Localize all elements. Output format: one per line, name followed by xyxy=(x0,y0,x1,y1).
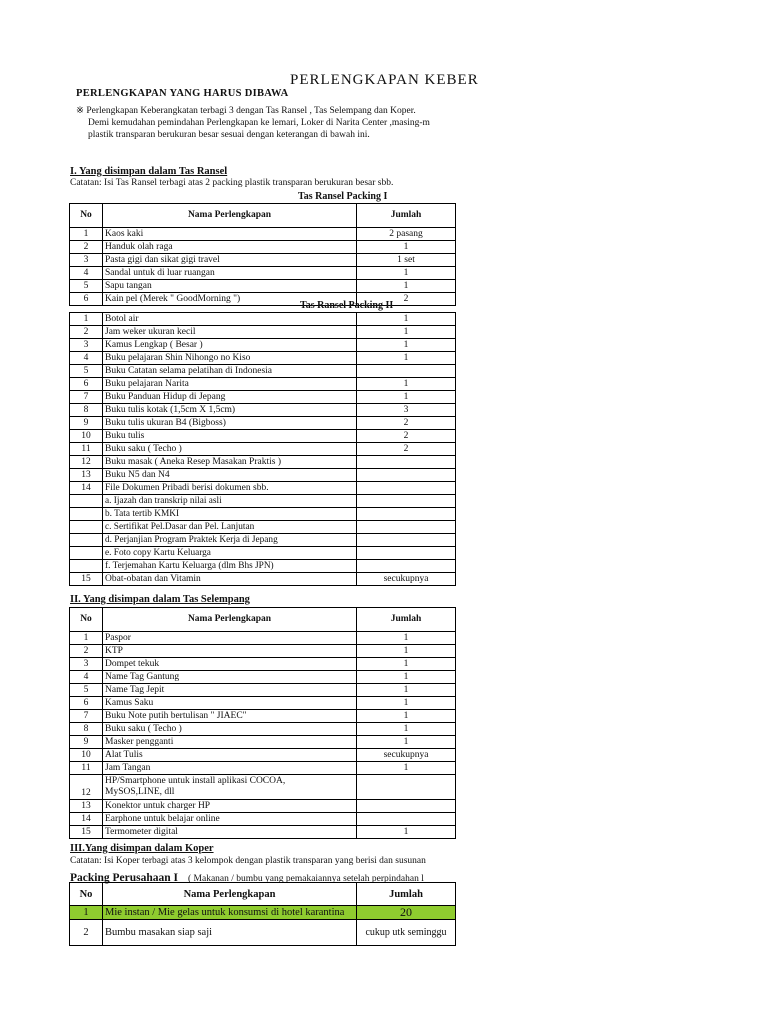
packing1-title: Tas Ransel Packing I xyxy=(298,191,388,202)
row-number xyxy=(70,521,103,534)
row-number: 2 xyxy=(70,326,103,339)
item-name: Buku tulis xyxy=(103,430,357,443)
item-quantity xyxy=(357,800,456,813)
item-quantity: 2 xyxy=(357,443,456,456)
item-quantity xyxy=(357,482,456,495)
header-no: No xyxy=(70,883,103,906)
table-row xyxy=(70,254,456,267)
item-quantity: secukupnya xyxy=(357,573,456,586)
item-quantity: 1 xyxy=(357,352,456,365)
row-number: 14 xyxy=(70,813,103,826)
item-quantity: secukupnya xyxy=(357,749,456,762)
item-name: Mie instan / Mie gelas untuk konsumsi di hotel karantina xyxy=(103,906,357,920)
row-number: 1 xyxy=(70,632,103,645)
row-number: 6 xyxy=(70,378,103,391)
table-row xyxy=(70,391,456,404)
ransel-packing2-table xyxy=(69,312,456,586)
intro-paragraph xyxy=(76,105,430,141)
intro-line: plastik transparan berukuran besar sesuai dengan keterangan di bawah ini. xyxy=(88,130,370,140)
row-number xyxy=(70,495,103,508)
table-row xyxy=(70,482,456,495)
item-name: d. Perjanjian Program Praktek Kerja di Jepang xyxy=(103,534,357,547)
row-number: 12 xyxy=(70,456,103,469)
item-quantity: 1 xyxy=(357,241,456,254)
row-number: 11 xyxy=(70,762,103,775)
table-row xyxy=(70,280,456,293)
table-header-row xyxy=(70,608,456,632)
table-row xyxy=(70,632,456,645)
item-name: Buku Note putih bertulisan " JIAEC" xyxy=(103,710,357,723)
item-name: Bumbu masakan siap saji xyxy=(103,920,357,946)
item-name: a. Ijazah dan transkrip nilai asli xyxy=(103,495,357,508)
table-row xyxy=(70,352,456,365)
item-quantity: 1 xyxy=(357,710,456,723)
row-number: 3 xyxy=(70,658,103,671)
koper-table xyxy=(69,882,456,946)
item-name: Buku tulis ukuran B4 (Bigboss) xyxy=(103,417,357,430)
item-name: Masker pengganti xyxy=(103,736,357,749)
table-row xyxy=(70,723,456,736)
item-name: Botol air xyxy=(103,313,357,326)
item-quantity: 1 xyxy=(357,723,456,736)
item-name: Earphone untuk belajar online xyxy=(103,813,357,826)
item-name: Buku saku ( Techo ) xyxy=(103,443,357,456)
item-quantity xyxy=(357,469,456,482)
item-name: Pasta gigi dan sikat gigi travel xyxy=(103,254,357,267)
section2-heading: II. Yang disimpan dalam Tas Selempang xyxy=(70,594,250,605)
packing2-title: Tas Ransel Packing II xyxy=(300,300,394,311)
row-number: 6 xyxy=(70,293,103,306)
item-name: File Dokumen Pribadi berisi dokumen sbb. xyxy=(103,482,357,495)
row-number: 5 xyxy=(70,365,103,378)
item-quantity: 1 xyxy=(357,826,456,839)
table-row xyxy=(70,326,456,339)
row-number: 1 xyxy=(70,906,103,920)
item-name: Kamus Lengkap ( Besar ) xyxy=(103,339,357,352)
table-row xyxy=(70,547,456,560)
row-number: 9 xyxy=(70,736,103,749)
item-quantity: 2 pasang xyxy=(357,228,456,241)
section1-note: Catatan: Isi Tas Ransel terbagi atas 2 packing plastik transparan berukuran besar sbb. xyxy=(70,178,394,188)
table-row xyxy=(70,293,456,306)
table-row xyxy=(70,339,456,352)
table-row xyxy=(70,378,456,391)
table-row xyxy=(70,365,456,378)
table-row xyxy=(70,456,456,469)
item-name: Jam weker ukuran kecil xyxy=(103,326,357,339)
item-name: b. Tata tertib KMKI xyxy=(103,508,357,521)
table-row xyxy=(70,560,456,573)
row-number: 1 xyxy=(70,228,103,241)
item-quantity xyxy=(357,521,456,534)
item-name: Kamus Saku xyxy=(103,697,357,710)
intro-line: Demi kemudahan pemindahan Perlengkapan ke lemari, Loker di Narita Center ,masing-m xyxy=(88,118,430,128)
table-row xyxy=(70,241,456,254)
table-row xyxy=(70,813,456,826)
row-number: 2 xyxy=(70,241,103,254)
item-quantity: 1 xyxy=(357,645,456,658)
item-name: Kain pel (Merek " GoodMorning ") xyxy=(103,293,357,306)
item-name: HP/Smartphone untuk install aplikasi COCOA, MySOS,LINE, dll xyxy=(103,775,357,800)
section1-heading: I. Yang disimpan dalam Tas Ransel xyxy=(70,166,228,177)
item-name: Buku saku ( Techo ) xyxy=(103,723,357,736)
item-quantity xyxy=(357,365,456,378)
row-number: 4 xyxy=(70,671,103,684)
item-name: Termometer digital xyxy=(103,826,357,839)
item-quantity xyxy=(357,813,456,826)
row-number: 15 xyxy=(70,826,103,839)
table-row xyxy=(70,762,456,775)
header-no: No xyxy=(70,608,103,632)
item-name: c. Sertifikat Pel.Dasar dan Pel. Lanjutan xyxy=(103,521,357,534)
row-number: 3 xyxy=(70,339,103,352)
item-quantity: 1 xyxy=(357,697,456,710)
row-number: 8 xyxy=(70,404,103,417)
item-quantity: 1 xyxy=(357,671,456,684)
selempang-table xyxy=(69,607,456,839)
table-row xyxy=(70,775,456,800)
item-quantity: cukup utk seminggu xyxy=(357,920,456,946)
item-name: Name Tag Gantung xyxy=(103,671,357,684)
row-number xyxy=(70,547,103,560)
item-quantity: 1 xyxy=(357,313,456,326)
item-name: KTP xyxy=(103,645,357,658)
document-title: PERLENGKAPAN KEBER xyxy=(290,72,479,88)
table-row xyxy=(70,736,456,749)
row-number xyxy=(70,560,103,573)
row-number: 15 xyxy=(70,573,103,586)
item-quantity: 2 xyxy=(357,430,456,443)
table-row xyxy=(70,267,456,280)
table-row xyxy=(70,697,456,710)
row-number: 4 xyxy=(70,352,103,365)
table-row xyxy=(70,645,456,658)
table-row xyxy=(70,228,456,241)
item-quantity: 1 xyxy=(357,762,456,775)
table-row xyxy=(70,749,456,762)
table-row xyxy=(70,404,456,417)
header-qty: Jumlah xyxy=(357,608,456,632)
item-quantity: 1 xyxy=(357,736,456,749)
item-name: Alat Tulis xyxy=(103,749,357,762)
row-number: 10 xyxy=(70,749,103,762)
table-row xyxy=(70,430,456,443)
item-quantity xyxy=(357,547,456,560)
row-number: 7 xyxy=(70,710,103,723)
table-row xyxy=(70,521,456,534)
item-name: Buku tulis kotak (1,5cm X 1,5cm) xyxy=(103,404,357,417)
row-number: 14 xyxy=(70,482,103,495)
table-row xyxy=(70,906,456,920)
packing-perusahaan-desc: ( Makanan / bumbu yang pemakaiannya setelah perpindahan l xyxy=(188,874,424,884)
section3-heading: III.Yang disimpan dalam Koper xyxy=(70,843,214,854)
item-name: Konektor untuk charger HP xyxy=(103,800,357,813)
item-quantity: 1 xyxy=(357,658,456,671)
header-name: Nama Perlengkapan xyxy=(103,883,357,906)
header-no: No xyxy=(70,204,103,228)
item-name: Buku masak ( Aneka Resep Masakan Praktis ) xyxy=(103,456,357,469)
table-row xyxy=(70,684,456,697)
table-row xyxy=(70,920,456,946)
row-number: 6 xyxy=(70,697,103,710)
item-quantity xyxy=(357,508,456,521)
section3-note: Catatan: Isi Koper terbagi atas 3 kelompok dengan plastik transparan yang berisi dan susunan xyxy=(70,856,426,866)
item-quantity: 1 xyxy=(357,391,456,404)
item-name: Buku Catatan selama pelatihan di Indonesia xyxy=(103,365,357,378)
row-number: 13 xyxy=(70,800,103,813)
item-quantity: 1 xyxy=(357,632,456,645)
item-name: Handuk olah raga xyxy=(103,241,357,254)
item-name: Sapu tangan xyxy=(103,280,357,293)
item-quantity: 20 xyxy=(357,906,456,920)
row-number: 1 xyxy=(70,313,103,326)
item-quantity: 2 xyxy=(357,417,456,430)
table-row xyxy=(70,443,456,456)
item-quantity xyxy=(357,495,456,508)
item-name: Jam Tangan xyxy=(103,762,357,775)
table-row xyxy=(70,826,456,839)
item-quantity: 1 xyxy=(357,684,456,697)
ransel-packing1-table xyxy=(69,203,456,306)
row-number: 10 xyxy=(70,430,103,443)
table-row xyxy=(70,710,456,723)
row-number xyxy=(70,508,103,521)
table-row xyxy=(70,469,456,482)
item-name: Buku pelajaran Shin Nihongo no Kiso xyxy=(103,352,357,365)
item-name: Sandal untuk di luar ruangan xyxy=(103,267,357,280)
item-name: f. Terjemahan Kartu Keluarga (dlm Bhs JPN) xyxy=(103,560,357,573)
row-number xyxy=(70,534,103,547)
table-row xyxy=(70,495,456,508)
item-quantity: 2 xyxy=(357,293,456,306)
item-quantity: 1 xyxy=(357,267,456,280)
row-number: 3 xyxy=(70,254,103,267)
item-name: Buku Panduan Hidup di Jepang xyxy=(103,391,357,404)
item-quantity: 1 xyxy=(357,280,456,293)
row-number: 11 xyxy=(70,443,103,456)
item-quantity: 1 xyxy=(357,339,456,352)
item-quantity xyxy=(357,775,456,800)
header-qty: Jumlah xyxy=(357,204,456,228)
item-name: Obat-obatan dan Vitamin xyxy=(103,573,357,586)
table-row xyxy=(70,573,456,586)
header-name: Nama Perlengkapan xyxy=(103,204,357,228)
table-header-row xyxy=(70,883,456,906)
table-row xyxy=(70,313,456,326)
item-name: Buku N5 dan N4 xyxy=(103,469,357,482)
document-subtitle: PERLENGKAPAN YANG HARUS DIBAWA xyxy=(76,88,289,99)
item-quantity: 1 set xyxy=(357,254,456,267)
row-number: 13 xyxy=(70,469,103,482)
row-number: 2 xyxy=(70,920,103,946)
row-number: 2 xyxy=(70,645,103,658)
row-number: 4 xyxy=(70,267,103,280)
header-name: Nama Perlengkapan xyxy=(103,608,357,632)
item-quantity xyxy=(357,456,456,469)
row-number: 5 xyxy=(70,684,103,697)
row-number: 8 xyxy=(70,723,103,736)
table-row xyxy=(70,800,456,813)
header-qty: Jumlah xyxy=(357,883,456,906)
item-name: Kaos kaki xyxy=(103,228,357,241)
item-name: Name Tag Jepit xyxy=(103,684,357,697)
item-name: Dompet tekuk xyxy=(103,658,357,671)
row-number: 9 xyxy=(70,417,103,430)
table-row xyxy=(70,417,456,430)
table-row xyxy=(70,534,456,547)
table-row xyxy=(70,508,456,521)
packing-perusahaan-title: Packing Perusahaan I xyxy=(70,872,178,884)
item-quantity xyxy=(357,534,456,547)
item-name: e. Foto copy Kartu Keluarga xyxy=(103,547,357,560)
table-row xyxy=(70,671,456,684)
table-row xyxy=(70,658,456,671)
item-quantity: 1 xyxy=(357,378,456,391)
item-quantity: 1 xyxy=(357,326,456,339)
intro-line: ※ Perlengkapan Keberangkatan terbagi 3 dengan Tas Ransel , Tas Selempang dan Koper. xyxy=(76,106,416,116)
row-number: 12 xyxy=(70,775,103,800)
item-name: Buku pelajaran Narita xyxy=(103,378,357,391)
row-number: 5 xyxy=(70,280,103,293)
item-name: Paspor xyxy=(103,632,357,645)
table-header-row xyxy=(70,204,456,228)
item-quantity xyxy=(357,560,456,573)
item-quantity: 3 xyxy=(357,404,456,417)
row-number: 7 xyxy=(70,391,103,404)
